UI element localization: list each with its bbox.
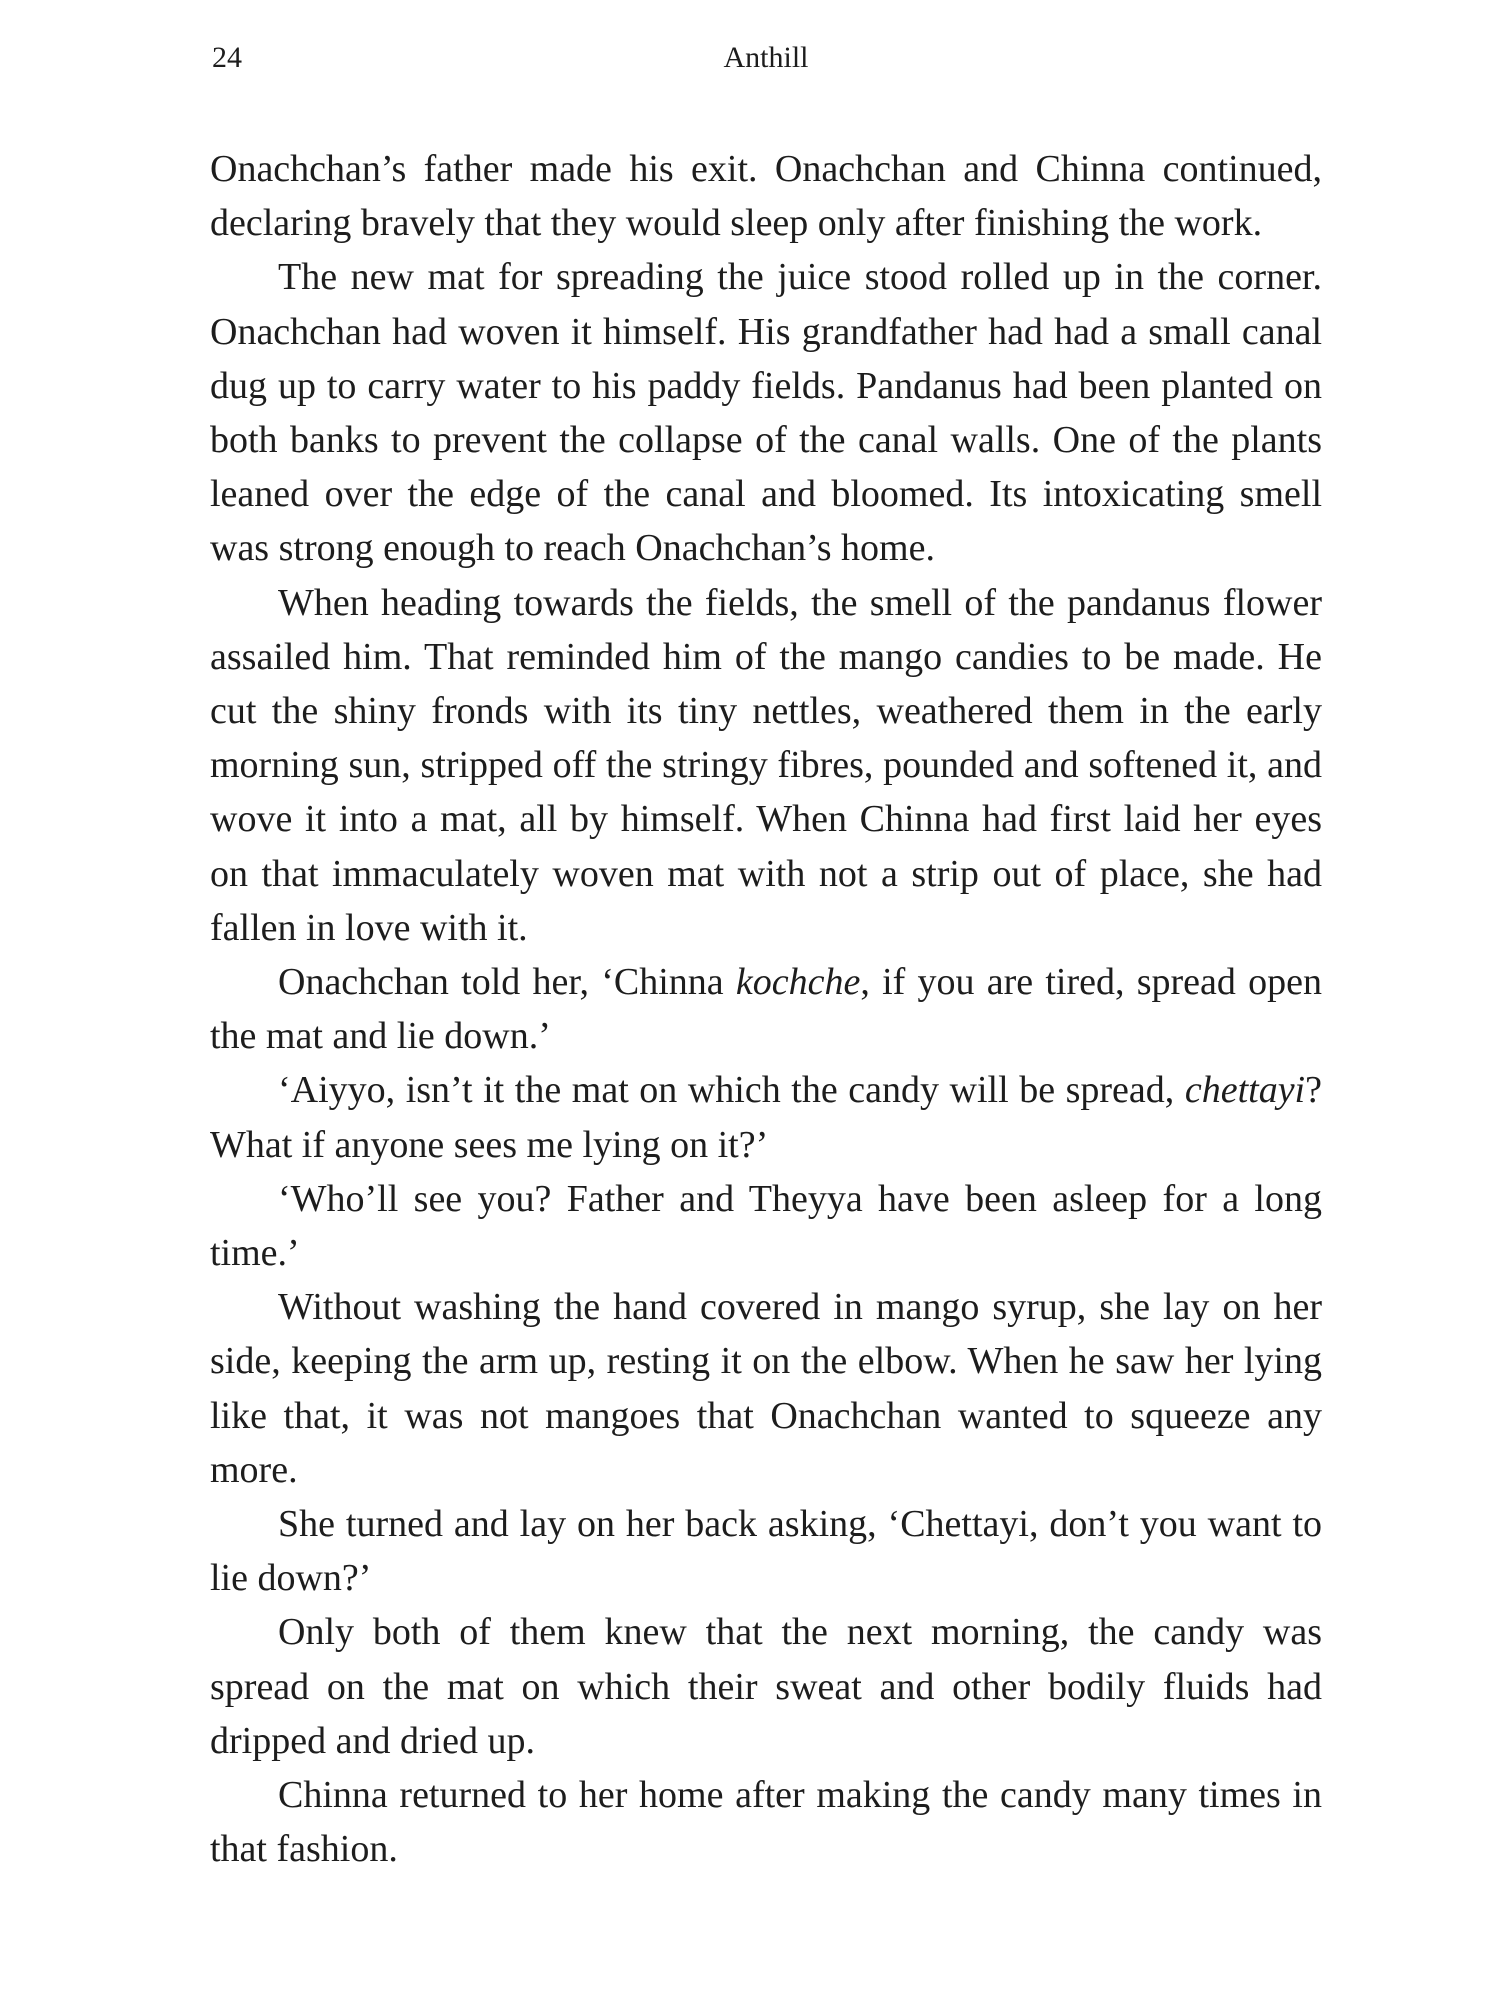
paragraph-text: ? What if anyone sees me lying on it?’ [210,1069,1322,1166]
paragraph: The new mat for spreading the juice stood rolled up in the corner. Onachchan had woven it himself. His grandfather had had a small canal dug up to carry water to his paddy fields. Pandanus had been planted on both banks to prevent the collapse of the canal walls. One of the plants leaned over the edge of the canal and bloomed. Its intoxicating smell was strong enough to reach Onachchan’s home. [210,256,1322,570]
paragraph: Chinna returned to her home after making the candy many times in that fashion. [210,1774,1322,1871]
paragraph: She turned and lay on her back asking, ‘Chettayi, don’t you want to lie down?’ [210,1503,1322,1600]
paragraph: When heading towards the fields, the smell of the pandanus flower assailed him. That reminded him of the mango candies to be made. He cut the shiny fronds with its tiny nettles, weathered them in the early morning sun, stripped off the stringy fibres, pounded and softened it, and wove it into a mat, all by himself. When Chinna had first laid her eyes on that immaculately woven mat with not a strip out of place, she had fallen in love with it. [210,581,1322,949]
paragraph: Without washing the hand covered in mango syrup, she lay on her side, keeping the arm up, resting it on the elbow. When he saw her lying like that, it was not mangoes that Onachchan wanted to squeeze any more. [210,1286,1322,1491]
italic-term: kochche [735,961,861,1004]
paragraph [210,1063,1322,1171]
running-title: Anthill [723,41,809,74]
paragraph: Only both of them knew that the next morning, the candy was spread on the mat on which their sweat and other bodily fluids had dripped and dried up. [210,1611,1322,1762]
page-header [212,38,1320,78]
italic-term: chettayi [1184,1069,1306,1112]
body-text [210,142,1322,1877]
paragraph-text: ‘Aiyyo, isn’t it the mat on which the candy will be spread, [278,1069,1185,1112]
paragraph-text: Onachchan told her, ‘Chinna [278,961,736,1004]
paragraph: Onachchan’s father made his exit. Onachchan and Chinna continued, declaring bravely that they would sleep only after finishing the work. [210,148,1322,245]
page-number: 24 [212,41,242,74]
paragraph [210,955,1322,1063]
paragraph-text: , if you are tired, spread open the mat and lie down.’ [210,961,1322,1058]
paragraph: ‘Who’ll see you? Father and Theyya have been asleep for a long time.’ [210,1177,1322,1275]
